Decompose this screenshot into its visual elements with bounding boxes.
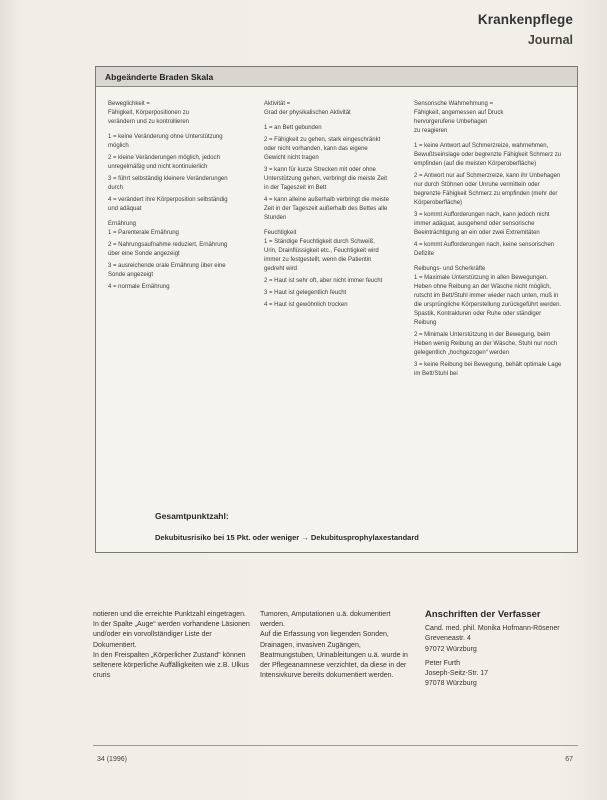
author-address: [425, 659, 575, 690]
scale-item: 2 = kleine Veränderungen möglich, jedoch unregelmäßig und nicht kontinuierlich: [108, 155, 220, 170]
heading-line: Aktivität =: [264, 101, 291, 107]
scale-item: 2 = Haut ist sehr oft, aber nicht immer feucht: [264, 278, 383, 284]
sub-heading: Ernährung: [108, 221, 137, 227]
column-heading: [108, 100, 233, 127]
scale-column-mobility: [108, 100, 233, 295]
address-line: Greveneastr. 4: [425, 635, 471, 643]
publication-name: Journal: [527, 33, 573, 47]
heading-line: Grad der physikalischen Aktivität: [264, 110, 351, 116]
box-title: Abgeänderte Braden Skala: [96, 67, 577, 87]
issue-number: 34 (1996): [97, 756, 127, 763]
heading-line: Sensorische Wahrnehmung =: [414, 101, 493, 107]
heading-line: Beweglichkeit =: [108, 101, 150, 107]
scale-item: 4 = normale Ernährung: [108, 284, 170, 290]
scale-item: 2 = Antwort nur auf Schmerzreize, kann ihr Unbehagen nur durch Stöhnen oder Unruhe vermitteln oder begrenzte Fähigkeit Schmerz zu empfinden (mehr der Körperoberfläche): [414, 173, 561, 206]
section-title: Krankenpflege: [477, 12, 573, 27]
author-addresses: [425, 610, 575, 693]
scale-item: 3 = Haut ist gelegentlich feucht: [264, 290, 347, 296]
column-heading: [264, 100, 389, 118]
total-score-label: Gesamtpunktzahl:: [155, 511, 229, 521]
scale-item: 3 = keine Reibung bei Bewegung, behält optimale Lage im Bett/Stuhl bei: [414, 362, 562, 377]
address-line: Peter Furth: [425, 659, 461, 667]
scale-item: 2 = Minimale Unterstützung in der Bewegung, beim Heben wenig Reibung an der Wäsche, Stuhl nur noch gelegentlich „hochgezogen“ werden: [414, 332, 558, 356]
heading-line: Fähigkeit, angemessen auf Druck: [414, 110, 504, 116]
author-address: [425, 624, 575, 655]
paragraph: In der Spalte „Auge“ werden vorhandene Läsionen und/oder ein vorvollständiger Liste der Dokumentiert.: [93, 621, 250, 649]
scale-column-sensory: [414, 100, 564, 382]
paragraph: Tumoren, Amputationen u.ä. dokumentiert werden.: [260, 611, 391, 629]
scale-item: 3 = ausreichende orale Ernährung über eine Sonde angezeigt: [108, 263, 226, 278]
column-heading: [414, 100, 564, 136]
sub-heading: Feuchtigkeit: [264, 230, 297, 236]
scale-item: 4 = kommt Aufforderungen nach, keine sensorischen Defizite: [414, 242, 555, 257]
scale-item: 3 = kann für kurze Strecken mit oder ohne Unterstützung gehen, verbringt die meiste Zeit in der Tageszeit im Bett: [264, 167, 388, 191]
scale-column-activity: [264, 100, 389, 313]
scale-item: 1 = keine Antwort auf Schmerzreize, wahrnehmen, Bewußtseinslage oder begrenzte Fähigkeit Schmerz zu empfinden (auf die meisten Körperoberfläche): [414, 143, 562, 167]
address-line: 97072 Würzburg: [425, 645, 477, 653]
scale-item: 2 = Nahrungsaufnahme reduziert, Ernährung über eine Sonde angezeigt: [108, 242, 228, 257]
heading-line: Fähigkeit, Körperpositionen zu: [108, 110, 190, 116]
scale-item: 4 = verändert ihre Körperposition selbständig und adäquat: [108, 197, 228, 212]
risk-threshold-line: Dekubitusrisiko bei 15 Pkt. oder weniger → Dekubitusprophylaxestandard: [155, 533, 419, 542]
paragraph: In den Freispalten „Körperlicher Zustand“ können seltenere körperliche Auffälligkeiten wie z.B. Ulkus cruris: [93, 651, 249, 680]
scale-item: 3 = kommt Aufforderungen nach, kann jedoch nicht immer adäquat, ausgehend oder sensorische Beeinträchtigung an ein oder zwei Extremitäten: [414, 212, 550, 236]
scale-item: 3 = führt selbständig kleinere Veränderungen durch: [108, 176, 228, 191]
heading-line: verändern und zu kontrollieren: [108, 119, 190, 125]
scale-item: 1 = Parenterale Ernährung: [108, 230, 179, 236]
scale-item: 4 = Haut ist gewöhnlich trocken: [264, 302, 348, 308]
braden-scale-box: [95, 66, 578, 553]
paragraph: notieren und die erreichte Punktzahl eingetragen.: [93, 611, 246, 618]
footer-rule: [93, 745, 578, 746]
scale-item: 2 = Fähigkeit zu gehen, stark eingeschränkt oder nicht vorhanden, kann das eigene Gewicht nicht tragen: [264, 137, 381, 161]
scale-item: 1 = Ständige Feuchtigkeit durch Schweiß, Urin, Drainflüssigkeit etc., Feuchtigkeit wird immer zu festgestellt, wenn die Patientin gedreht wird: [264, 239, 379, 272]
scale-item: 1 = Maximale Unterstützung in allen Bewegungen. Heben ohne Reibung an der Wäsche nicht möglich, rutscht im Bett/Stuhl immer wieder nach unten, muß in die ursprüngliche Körperstellung zurückgeführt werden. Spastik, Kontrakturen oder Ruhe oder ständiger Reibung: [414, 275, 562, 326]
body-column-1: [93, 610, 255, 681]
scale-item: 1 = an Bett gebunden: [264, 125, 322, 131]
page-number: 67: [565, 756, 573, 763]
address-line: Joseph-Seitz-Str. 17: [425, 670, 489, 678]
sub-heading: Reibungs- und Scherkräfte: [414, 266, 486, 272]
heading-line: zu reagieren: [414, 128, 448, 134]
heading-line: hervorgerufene Unbehagen: [414, 119, 488, 125]
body-column-2: [260, 610, 408, 681]
paragraph: Auf die Erfassung von liegenden Sonden, Drainagen, invasiven Zugängen, Beatmungstuben, Urinableitungen u.ä. wurde in der Pflegeanamnese verzichtet, da diese in der Intensivkurve bereits dokumentiert werden.: [260, 631, 408, 680]
scale-item: 1 = keine Veränderung ohne Unterstützung möglich: [108, 134, 223, 149]
running-header: [478, 12, 573, 47]
address-line: 97078 Würzburg: [425, 680, 477, 688]
address-line: Cand. med. phil. Monika Hofmann-Rösener: [425, 625, 560, 633]
scale-item: 4 = kann alleine außerhalb verbringt die meiste Zeit in der Tageszeit außerhalb des Bettes alle Stunden: [264, 197, 389, 221]
authors-heading: Anschriften der Verfasser: [425, 609, 541, 620]
